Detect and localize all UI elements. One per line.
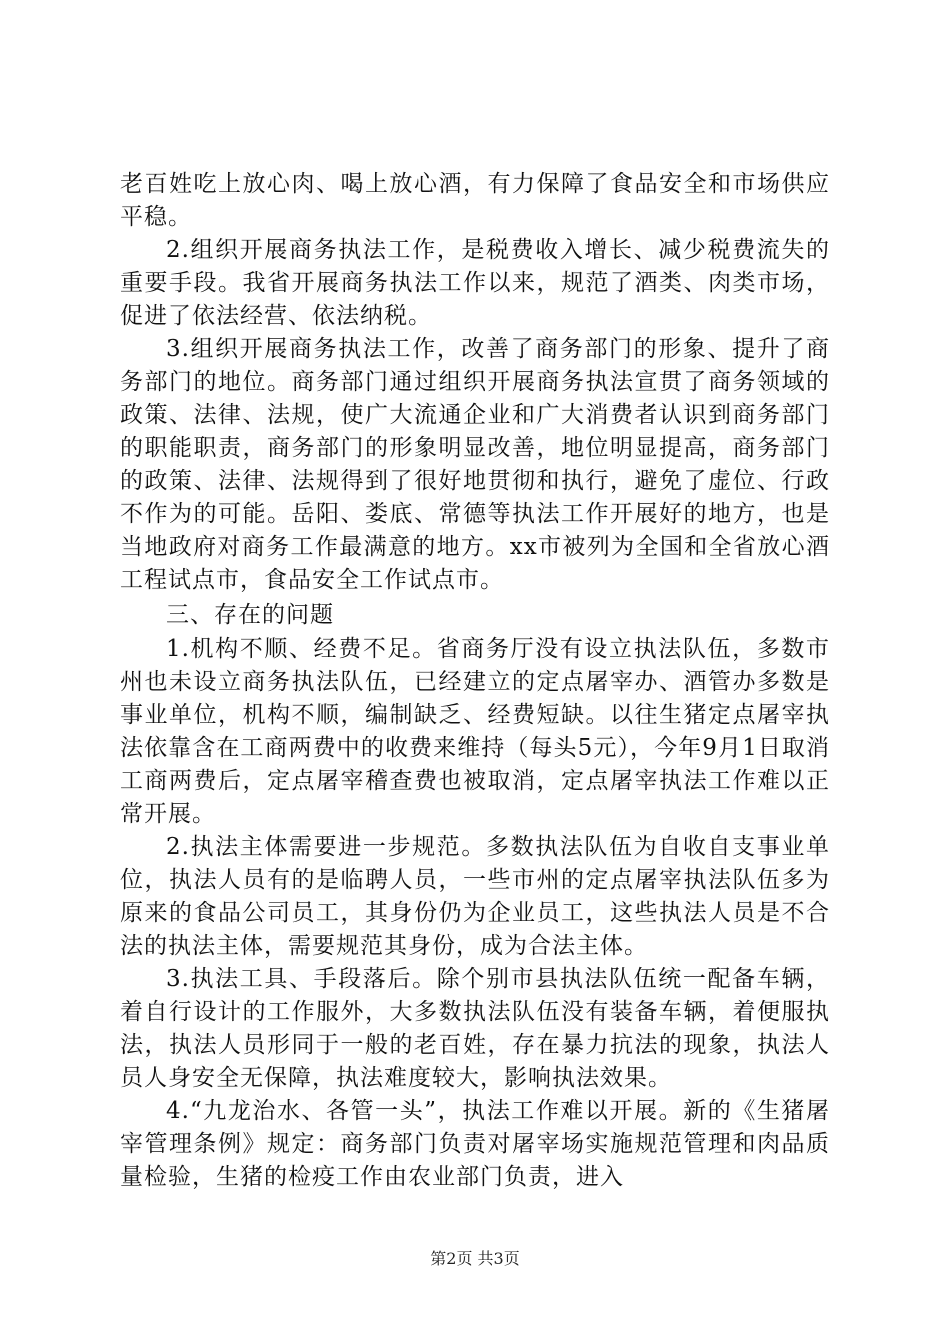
page-number-label: 第2页 共3页 — [430, 1249, 520, 1268]
paragraph-continued: 老百姓吃上放心肉、喝上放心酒，有力保障了食品安全和市场供应平稳。 — [120, 171, 830, 230]
document-body — [120, 168, 830, 1194]
problem-item-4: 4.“九龙治水、各管一头”，执法工作难以开展。新的《生猪屠宰管理条例》规定：商务部门负责对屠宰场实施规范管理和肉品质量检验，生猪的检疫工作由农业部门负责，进入 — [120, 1098, 830, 1190]
paragraph-item-2: 2.组织开展商务执法工作，是税费收入增长、减少税费流失的重要手段。我省开展商务执法工作以来，规范了酒类、肉类市场，促进了依法经营、依法纳税。 — [120, 237, 830, 329]
problem-item-1: 1.机构不顺、经费不足。省商务厅没有设立执法队伍，多数市州也未设立商务执法队伍，已经建立的定点屠宰办、酒管办多数是事业单位，机构不顺，编制缺乏、经费短缺。以往生猪定点屠宰执法依靠含在工商两费中的收费来维持（每头5元），今年9月1日取消工商两费后，定点屠宰稽查费也被取消，定点屠宰执法工作难以正常开展。 — [120, 636, 830, 827]
page-footer — [0, 1246, 950, 1269]
section-heading: 三、存在的问题 — [166, 602, 334, 628]
problem-item-3: 3.执法工具、手段落后。除个别市县执法队伍统一配备车辆，着自行设计的工作服外，大多数执法队伍没有装备车辆，着便服执法，执法人员形同于一般的老百姓，存在暴力抗法的现象，执法人员人身安全无保障，执法难度较大，影响执法效果。 — [120, 966, 830, 1091]
problem-item-2: 2.执法主体需要进一步规范。多数执法队伍为自收自支事业单位，执法人员有的是临聘人员，一些市州的定点屠宰执法队伍多为原来的食品公司员工，其身份仍为企业员工，这些执法人员是不合法的执法主体，需要规范其身份，成为合法主体。 — [120, 834, 830, 959]
paragraph-item-3: 3.组织开展商务执法工作，改善了商务部门的形象、提升了商务部门的地位。商务部门通过组织开展商务执法宣贯了商务领域的政策、法律、法规，使广大流通企业和广大消费者认识到商务部门的职能职责，商务部门的形象明显改善，地位明显提高，商务部门的政策、法律、法规得到了很好地贯彻和执行，避免了虚位、行政不作为的可能。岳阳、娄底、常德等执法工作开展好的地方，也是当地政府对商务工作最满意的地方。xx市被列为全国和全省放心酒工程试点市，食品安全工作试点市。 — [120, 336, 830, 593]
